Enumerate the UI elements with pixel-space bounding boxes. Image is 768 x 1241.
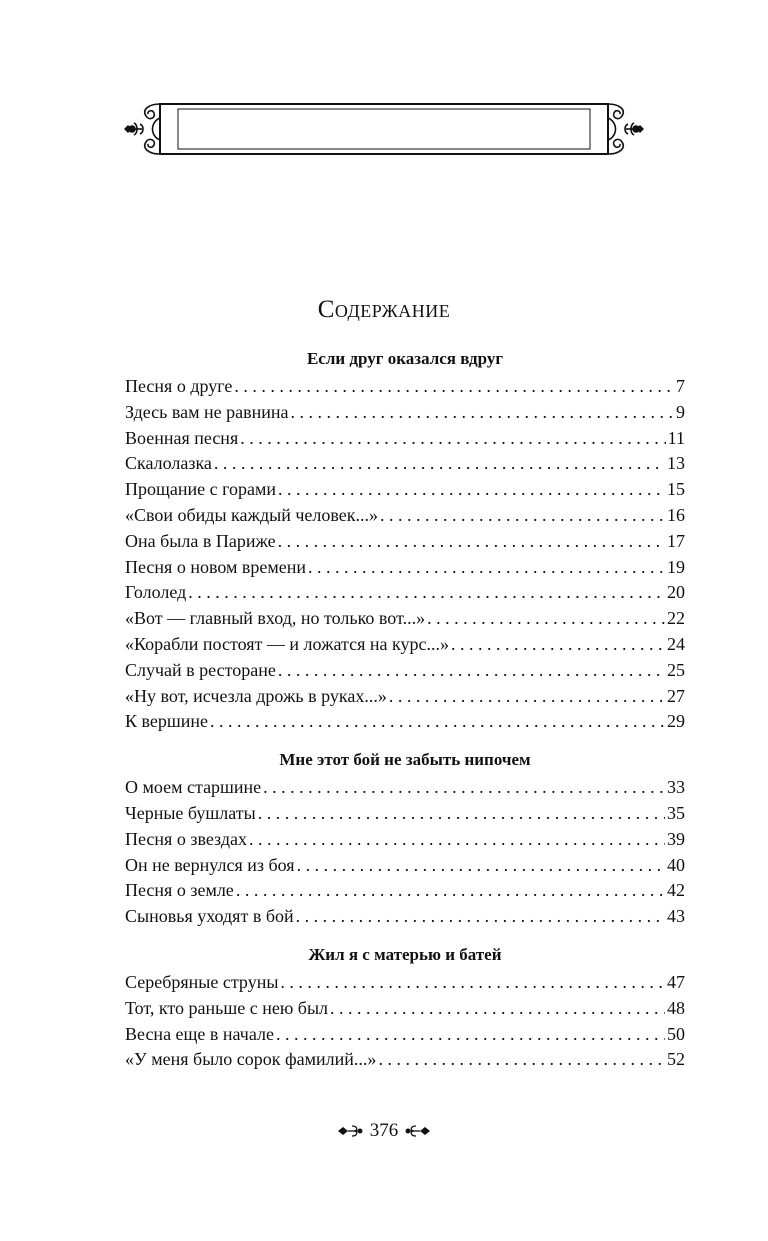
toc-entry-title: Песня о звездах [125, 828, 247, 849]
toc-entry [125, 684, 685, 710]
toc-entry [125, 853, 685, 879]
toc-section [125, 348, 685, 735]
toc-entry-title: Скалолазка [125, 453, 212, 474]
dot-leader [278, 477, 665, 503]
toc-entry-page: 25 [667, 659, 685, 680]
toc-entry [125, 400, 685, 426]
toc-entry-page: 39 [667, 828, 685, 849]
toc-entry-title: Военная песня [125, 427, 239, 448]
toc-entry-title: Песня о новом времени [125, 556, 307, 577]
toc-entry-title: Серебряные струны [125, 971, 279, 992]
toc-entry-page: 52 [667, 1049, 685, 1070]
dot-leader [236, 878, 665, 904]
dot-leader [188, 580, 665, 606]
toc-entry-page: 50 [667, 1023, 685, 1044]
toc-entry [125, 775, 685, 801]
toc-entry [125, 904, 685, 930]
toc-entry [125, 878, 685, 904]
toc-entry-title: Гололед [125, 582, 187, 603]
dot-leader [380, 503, 665, 529]
fleuron-left-icon [336, 1123, 364, 1139]
toc-entry-page: 7 [676, 376, 685, 396]
toc-entry [125, 374, 685, 400]
dot-leader [214, 451, 665, 477]
dot-leader [258, 801, 665, 827]
toc-entry-title: «Ну вот, исчезла дрожь в руках...» [125, 685, 387, 706]
dot-leader [280, 970, 665, 996]
section-heading: Жил я с матерью и батей [308, 944, 502, 964]
toc-entry-title: О моем старшине [125, 777, 262, 798]
dot-leader [330, 996, 665, 1022]
toc-entry [125, 477, 685, 503]
toc-entry-title: Весна еще в начале [125, 1023, 274, 1044]
section-heading: Мне этот бой не забыть нипочем [279, 750, 531, 770]
dot-leader [427, 606, 665, 632]
toc-entry [125, 970, 685, 996]
table-of-contents [125, 348, 685, 1073]
toc-entry-page: 47 [667, 971, 685, 992]
toc-entry-page: 42 [667, 880, 685, 901]
dot-leader [240, 426, 665, 452]
toc-entry-title: «У меня было сорок фамилий...» [125, 1049, 377, 1070]
dot-leader [210, 709, 665, 735]
toc-entry [125, 996, 685, 1022]
toc-entry-page: 24 [667, 633, 685, 654]
dot-leader [389, 684, 665, 710]
fleuron-right-icon [404, 1123, 432, 1139]
toc-entry-page: 19 [667, 556, 685, 577]
toc-entry-page: 27 [667, 685, 685, 706]
toc-entry [125, 801, 685, 827]
dot-leader [249, 827, 665, 853]
toc-entry-page: 29 [667, 711, 685, 732]
toc-entry-page: 48 [667, 997, 685, 1018]
toc-section [125, 944, 685, 1073]
toc-entry-title: «Свои обиды каждый человек...» [125, 504, 378, 525]
toc-entry-page: 35 [667, 802, 685, 823]
dot-leader [308, 555, 665, 581]
toc-entry-title: Он не вернулся из боя [125, 854, 295, 875]
toc-entry [125, 503, 685, 529]
toc-entry-title: Здесь вам не равнина [125, 401, 289, 422]
toc-entry [125, 1047, 685, 1073]
page-number-footer [0, 1120, 768, 1142]
section-heading: Если друг оказался вдруг [306, 349, 504, 368]
toc-entry-page: 20 [667, 582, 685, 603]
toc-entry-page: 17 [667, 530, 685, 551]
dot-leader [291, 400, 674, 426]
toc-entry-page: 11 [667, 427, 685, 448]
dot-leader [296, 904, 665, 930]
page-title: Содержание [317, 296, 451, 323]
dot-leader [278, 658, 665, 684]
toc-entry [125, 827, 685, 853]
ornamental-header-frame-icon [120, 96, 648, 162]
toc-entry-title: Она была в Париже [125, 530, 276, 551]
toc-section [125, 749, 685, 930]
toc-entry-page: 9 [676, 401, 685, 422]
toc-entry-page: 43 [667, 906, 685, 927]
toc-entry [125, 555, 685, 581]
toc-entry-page: 15 [667, 479, 685, 500]
dot-leader [234, 374, 674, 400]
dot-leader [297, 853, 665, 879]
toc-entry-title: Песня о земле [125, 880, 234, 901]
toc-entry-page: 16 [667, 504, 685, 525]
page-number: 376 [369, 1120, 399, 1141]
toc-entry-title: Песня о друге [125, 376, 233, 396]
toc-entry-title: Сыновья уходят в бой [125, 906, 294, 927]
toc-entry-title: «Корабли постоят — и ложатся на курс...» [125, 633, 450, 654]
toc-entry [125, 709, 685, 735]
toc-entry-title: Черные бушлаты [125, 802, 256, 823]
toc-entry [125, 529, 685, 555]
dot-leader [276, 1022, 665, 1048]
toc-entry [125, 451, 685, 477]
toc-entry [125, 426, 685, 452]
toc-entry-title: «Вот — главный вход, но только вот...» [125, 608, 426, 629]
toc-entry-title: Случай в ресторане [125, 659, 276, 680]
dot-leader [378, 1047, 665, 1073]
toc-entry [125, 658, 685, 684]
toc-entry-page: 13 [667, 453, 685, 474]
toc-entry-title: Прощание с горами [125, 479, 277, 500]
toc-entry-page: 22 [667, 608, 685, 629]
dot-leader [278, 529, 665, 555]
toc-entry-page: 40 [667, 854, 685, 875]
dot-leader [451, 632, 665, 658]
toc-entry-page: 33 [667, 777, 685, 798]
dot-leader [263, 775, 665, 801]
toc-entry [125, 632, 685, 658]
toc-entry [125, 606, 685, 632]
toc-entry [125, 580, 685, 606]
toc-entry [125, 1022, 685, 1048]
toc-entry-title: Тот, кто раньше с нею был [125, 997, 329, 1018]
toc-entry-title: К вершине [125, 711, 209, 732]
